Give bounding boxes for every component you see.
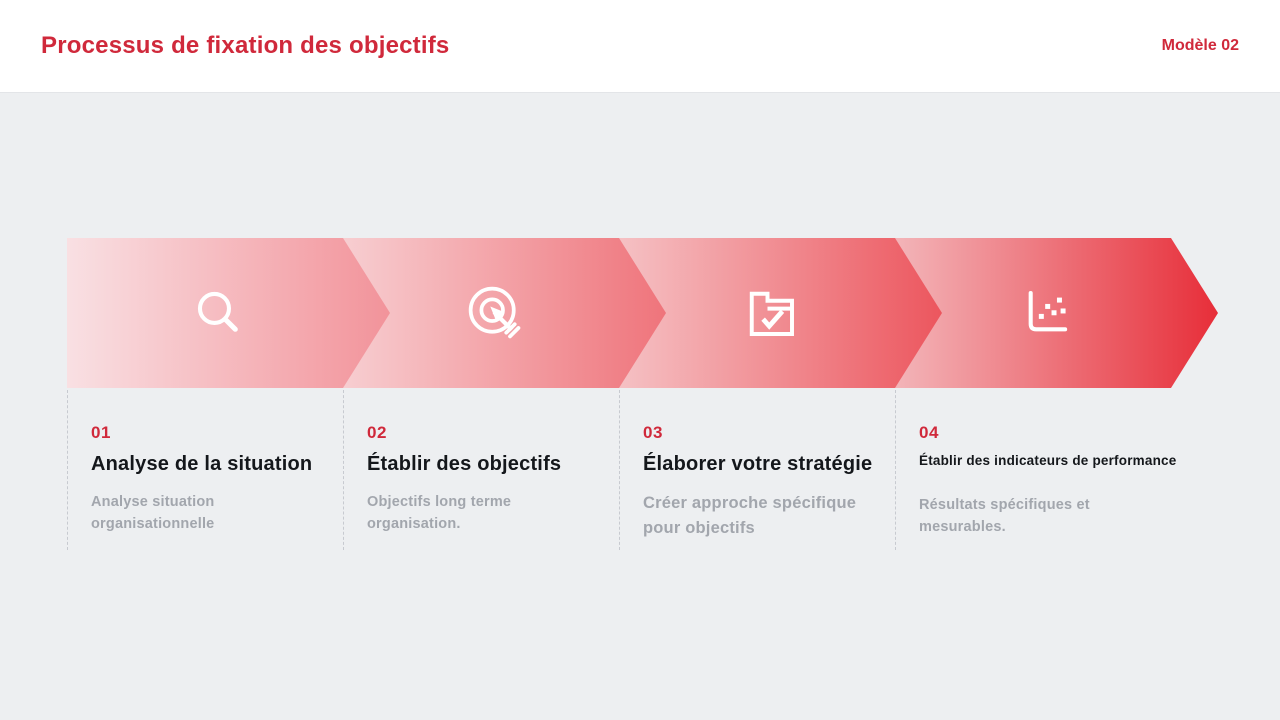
step-3-arrow xyxy=(619,238,942,388)
template-badge: Modèle 02 xyxy=(1161,37,1239,54)
folder-check-icon xyxy=(741,283,801,343)
process-arrows-row xyxy=(0,238,1280,388)
page-title: Processus de fixation des objectifs xyxy=(41,32,450,59)
step-1-title: Analyse de la situation xyxy=(91,453,313,475)
target-arrow-icon xyxy=(465,283,525,343)
step-3-number: 03 xyxy=(643,423,664,442)
step-2-title: Établir des objectifs xyxy=(367,453,562,475)
step-4-arrow xyxy=(895,238,1218,388)
step-2-description: Objectifs long terme organisation. xyxy=(367,494,512,533)
step-4-title: Établir des indicateurs de performance xyxy=(919,453,1177,468)
magnifier-icon xyxy=(189,283,249,343)
step-4-description: Résultats spécifiques et mesurables. xyxy=(919,497,1090,536)
header-bar xyxy=(0,0,1280,93)
step-2-arrow xyxy=(343,238,666,388)
step-1-description: Analyse situation organisationnelle xyxy=(91,494,215,533)
step-2-text-block xyxy=(343,390,619,550)
step-4-text-block xyxy=(895,390,1177,550)
steps-text-row xyxy=(0,390,1280,550)
step-3-title: Élaborer votre stratégie xyxy=(643,453,873,475)
step-4-number: 04 xyxy=(919,423,940,442)
scatter-chart-icon xyxy=(1017,283,1077,343)
step-3-description: Créer approche spécifique pour objectifs xyxy=(643,494,857,537)
step-3-text-block xyxy=(619,390,895,550)
step-2-number: 02 xyxy=(367,423,388,442)
step-1-text-block xyxy=(67,390,343,550)
step-1-number: 01 xyxy=(91,423,112,442)
step-1-arrow xyxy=(67,238,390,388)
